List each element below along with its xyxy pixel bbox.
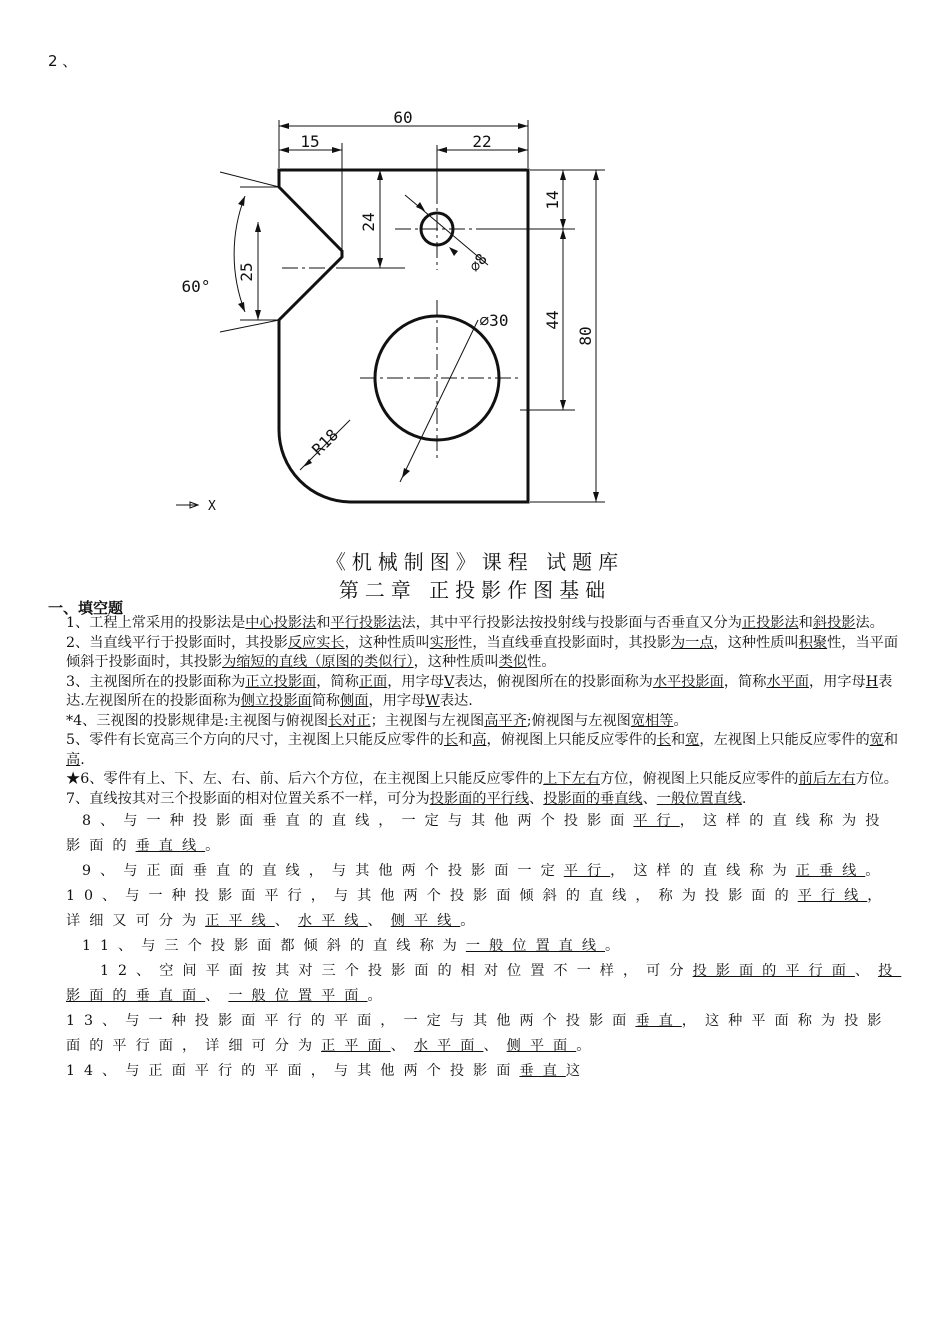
- question-3: 3、主视图所在的投影面称为正立投影面，简称正面，用字母V表达，俯视图所在的投影面称为水平投影面，简称水平面，用字母H表达.左视图所在的投影面称为侧立投影面简称侧面，用字母W表达.: [66, 673, 893, 709]
- dim-r18: R18: [308, 425, 343, 460]
- question-10: 10、与一种投影面平行，与其他两个投影面倾斜的直线，称为投影面的平行线，详细又可分为正平线、水平线、侧平线。: [66, 888, 891, 929]
- question-2: 2、当直线平行于投影面时，其投影反应实长，这种性质叫实形性，当直线垂直投影面时，其投影为一点，这种性质叫积聚性，当平面倾斜于投影面时，其投影为缩短的直线（原图的类似行），这种性质叫类似性。: [66, 634, 899, 670]
- dim-15: 15: [300, 132, 320, 151]
- question-8: 8、与一种投影面垂直的直线，一定与其他两个投影面平行，这样的直线称为投影面的垂直线。: [66, 813, 889, 854]
- question-14: 14、与正面平行的平面，与其他两个投影面垂直这: [66, 1063, 590, 1079]
- question-11: 11、与三个投影面都倾斜的直线称为一般位置直线。: [82, 938, 629, 954]
- question-5: 5、零件有长宽高三个方向的尺寸，主视图上只能反应零件的长和高，俯视图上只能反应零件的长和宽，左视图上只能反应零件的宽和高.: [66, 732, 899, 768]
- question-list: [66, 614, 906, 1084]
- axis-mark: [176, 499, 216, 514]
- dim-d8: ∅8: [465, 250, 491, 276]
- question-6: ★6、零件有上、下、左、右、前、后六个方位，在主视图上只能反应零件的上下左右方位，俯视图上只能反应零件的前后左右方位。: [66, 771, 898, 787]
- question-1: 1、工程上常采用的投影法是中心投影法和平行投影法法，其中平行投影法按投射线与投影面与否垂直又分为正投影法和斜投影法。: [66, 615, 884, 631]
- dim-24: 24: [359, 212, 378, 232]
- dim-14: 14: [543, 190, 562, 210]
- dim-60: 60: [393, 108, 413, 127]
- dim-80: 80: [576, 326, 595, 346]
- section-heading: 一、填空题: [48, 599, 124, 617]
- question-13: 13、与一种投影面平行的平面，一定与其他两个投影面垂直，这种平面称为投影面的平行面，详细可分为正平面、水平面、侧平面。: [66, 1013, 891, 1054]
- question-12: 12、空间平面按其对三个投影面的相对位置不一样，可分投影面的平行面、投影面的垂直面、一般位置平面。: [66, 963, 902, 1004]
- chapter-title: 第二章 正投影作图基础: [338, 578, 612, 602]
- dim-25: 25: [237, 262, 256, 282]
- dim-d30: ∅30: [479, 311, 509, 330]
- dim-44: 44: [543, 310, 562, 330]
- dim-22: 22: [472, 132, 492, 151]
- axis-label: X: [208, 499, 216, 514]
- document-title: 《机械制图》课程 试题库: [325, 550, 625, 574]
- question-4: *4、三视图的投影规律是:主视图与俯视图长对正；主视图与左视图高平齐;俯视图与左视图宽相等。: [66, 712, 688, 729]
- page-number: 2 、: [48, 52, 78, 70]
- dim-60-degree: 60°: [181, 277, 211, 296]
- question-9: 9、与正面垂直的直线，与其他两个投影面一定平行，这样的直线称为正垂线。: [82, 863, 889, 879]
- technical-drawing: [170, 100, 640, 520]
- question-7: 7、直线按其对三个投影面的相对位置关系不一样，可分为投影面的平行线、投影面的垂直线、一般位置直线.: [66, 790, 747, 807]
